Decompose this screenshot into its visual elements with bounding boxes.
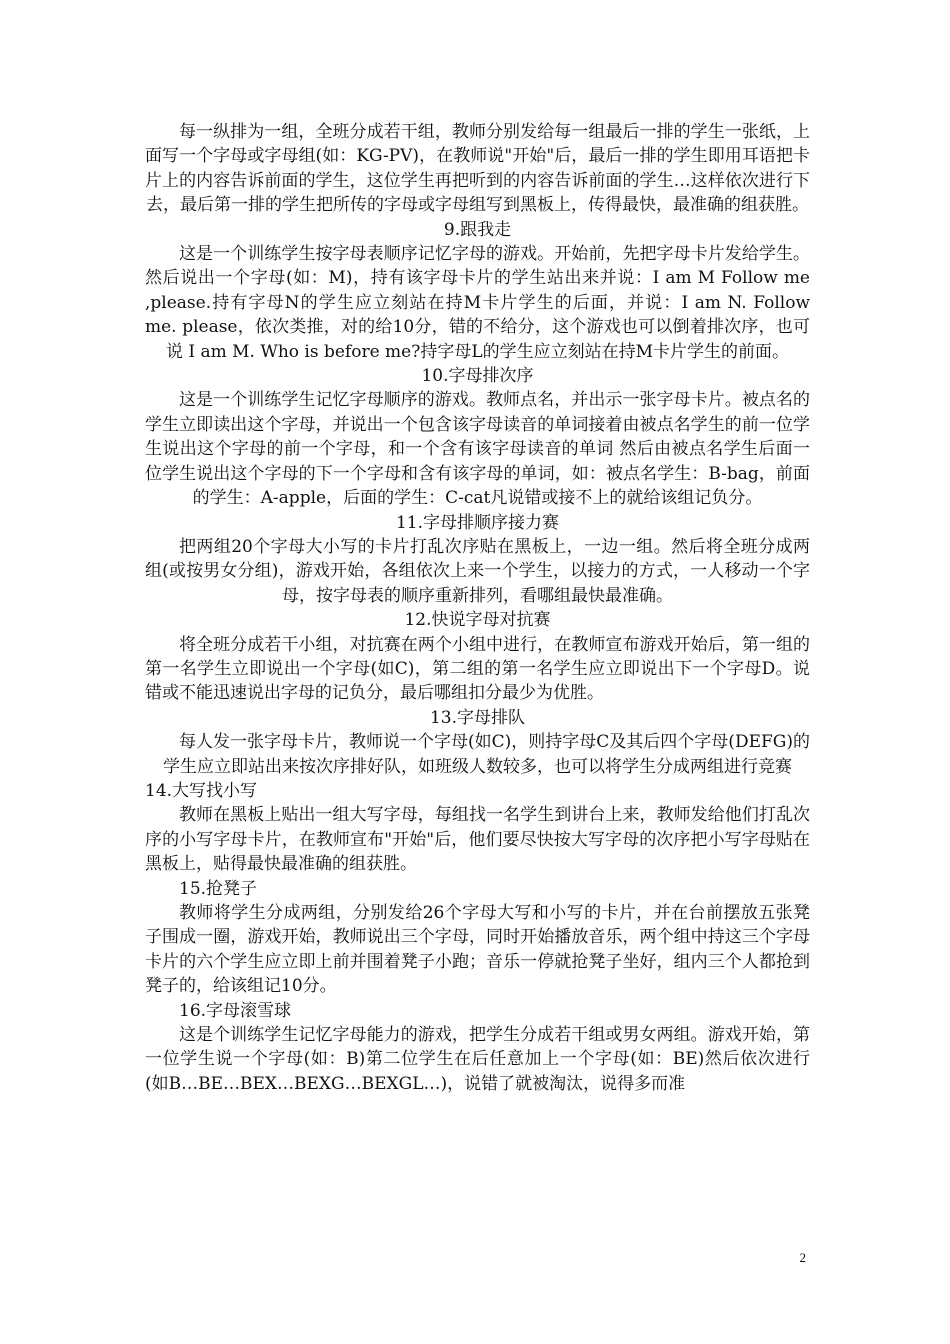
heading-game-12: 12.快说字母对抗赛 [404,610,551,631]
paragraph-game-14: 教师在黑板上贴出一组大写字母，每组找一名学生到讲台上来，教师发给他们打乱次序的小写字母卡片，在教师宣布"开始"后，他们要尽快按大写字母的次序把小写字母贴在黑板上，贴得最快最准确的组获胜。 [145,805,810,875]
heading-game-15: 15.抢凳子 [179,878,258,899]
heading-game-14: 14.大写找小写 [145,780,258,801]
document-body [145,120,810,1096]
paragraph-game-13: 每人发一张字母卡片，教师说一个字母(如C)，则持字母C及其后四个字母(DEFG)的学生应立即站出来按次序排好队，如班级人数较多，也可以将学生分成两组进行竞赛 [163,732,810,777]
heading-game-10: 10.字母排次序 [421,366,534,387]
paragraph-game-16: 这是个训练学生记忆字母能力的游戏，把学生分成若干组或男女两组。游戏开始，第一位学生说一个字母(如：B)第二位学生在后任意加上一个字母(如：BE)然后依次进行(如B…BE…BEX…BEXG…BEXGL…)，说错了就被淘汰，说得多而准 [145,1025,810,1094]
heading-game-16: 16.字母滚雪球 [179,1000,292,1021]
paragraph-intro: 每一纵排为一组，全班分成若干组，教师分别发给每一组最后一排的学生一张纸，上面写一个字母或字母组(如：KG-PV)，在教师说"开始"后，最后一排的学生即用耳语把卡片上的内容告诉前面的学生，这位学生再把听到的内容告诉前面的学生…这样依次进行下去，最后第一排的学生把所传的字母或字母组写到黑板上，传得最快，最准确的组获胜。 [145,122,810,216]
paragraph-game-9: 这是一个训练学生按字母表顺序记忆字母的游戏。开始前，先把字母卡片发给学生。然后说出一个字母(如：M)，持有该字母卡片的学生站出来并说：I am M Follow me ,please.持有字母N的学生应立刻站在持M卡片学生的后面，并说：I am N. Follow me. please，依次类推，对的给10分，错的不给分，这个游戏也可以倒着排次序，也可说 I am M. Who is before me?持字母L的学生应立刻站在持M卡片学生的前面。 [145,244,810,362]
paragraph-game-12: 将全班分成若干小组，对抗赛在两个小组中进行，在教师宣布游戏开始后，第一组的第一名学生立即说出一个字母(如C)，第二组的第一名学生应立即说出下一个字母D。说错或不能迅速说出字母的记负分，最后哪组扣分最少为优胜。 [145,634,810,704]
page-number: 2 [799,1250,806,1265]
heading-game-9: 9.跟我走 [443,219,512,240]
paragraph-game-10: 这是一个训练学生记忆字母顺序的游戏。教师点名，并出示一张字母卡片。被点名的学生立即读出这个字母，并说出一个包含该字母读音的单词接着由被点名学生的前一位学生说出这个字母的前一个字母，和一个含有该字母读音的单词 然后由被点名学生后面一位学生说出这个字母的下一个字母和含有该字母的单词，如：被点名学生：B-bag，前面的学生：A-apple，后面的学生：C-cat凡说错或接不上的就给该组记负分。 [145,390,810,509]
heading-game-11: 11.字母排顺序接力赛 [395,512,560,533]
paragraph-game-11: 把两组20个字母大小写的卡片打乱次序贴在黑板上，一边一组。然后将全班分成两组(或按男女分组)，游戏开始，各组依次上来一个学生，以接力的方式，一人移动一个字母，按字母表的顺序重新排列，看哪组最快最准确。 [145,536,810,606]
heading-game-13: 13.字母排队 [429,707,526,728]
paragraph-game-15: 教师将学生分成两组，分别发给26个字母大写和小写的卡片，并在台前摆放五张凳子围成一圈，游戏开始，教师说出三个字母，同时开始播放音乐，两个组中持这三个字母卡片的六个学生应立即上前并围着凳子小跑；音乐一停就抢凳子坐好，组内三个人都抢到凳子的，给该组记10分。 [145,903,810,997]
